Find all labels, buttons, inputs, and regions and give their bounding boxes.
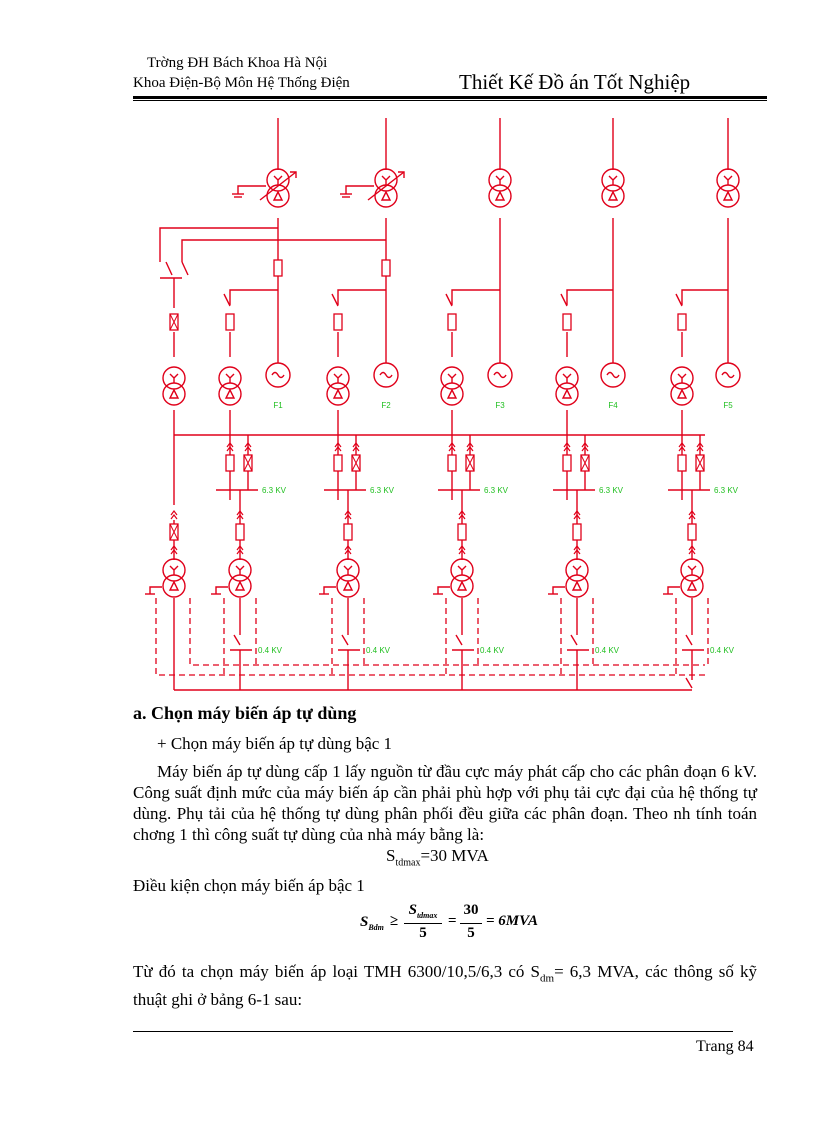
breaker-icon	[448, 455, 456, 471]
footer-rule	[133, 1031, 733, 1032]
main-transformer-icon	[602, 169, 624, 207]
bus-6kv-label: 6.3 KV	[484, 486, 509, 495]
generator-icon	[374, 363, 398, 387]
header-school: Trờng ĐH Bách Khoa Hà Nội	[147, 55, 328, 71]
main-transformer-icon	[375, 169, 397, 207]
paragraph-2: Từ đó ta chọn máy biến áp loại TMH 6300/10,5/6,3 có $S_{dm}= 6,3$ MVA, các thông số kỹ thuật ghi ở bảng 6-1 sau:	[133, 962, 757, 1010]
generator-icon	[488, 363, 512, 387]
breaker-icon	[382, 260, 390, 276]
aux-transformer-icon	[556, 367, 578, 405]
arrow-icon	[171, 511, 177, 519]
generator-label: F1	[273, 401, 283, 410]
main-transformer-icon	[717, 169, 739, 207]
bus-6kv-label: 6.3 KV	[262, 486, 287, 495]
bus-04kv-label: 0.4 KV	[595, 646, 620, 655]
page-number: Trang 84	[696, 1038, 754, 1055]
generator-label: F5	[723, 401, 733, 410]
formula-condition: $S_{Bdm}$ ≥ $S_{tdmax}$ 5 = 30 5 = 6MVA	[360, 902, 539, 941]
lv-transformer-icon	[681, 559, 703, 597]
reserve-dashed-lines	[156, 598, 708, 675]
generator-label: F3	[495, 401, 505, 410]
lv-transformer-icon	[163, 559, 185, 597]
breaker-icon	[678, 455, 686, 471]
breaker-icon	[274, 260, 282, 276]
breaker-icon	[458, 524, 466, 540]
aux-transformer-icon	[327, 367, 349, 405]
condition-text: Điều kiện chọn máy biến áp bậc 1	[133, 876, 365, 895]
bus-04kv-label: 0.4 KV	[480, 646, 505, 655]
bus-6kv-label: 6.3 KV	[370, 486, 395, 495]
reactor-breaker-icon	[581, 455, 589, 471]
breaker-icon	[563, 455, 571, 471]
auxiliary-power-diagram	[130, 110, 780, 700]
aux-transformer-icon	[671, 367, 693, 405]
breaker-icon	[678, 314, 686, 330]
breaker-icon	[226, 314, 234, 330]
reactor-breaker-icon	[170, 524, 178, 540]
breaker-icon	[344, 524, 352, 540]
aux-transformer-icon	[219, 367, 241, 405]
breaker-icon	[448, 314, 456, 330]
lv-transformer-icon	[229, 559, 251, 597]
bus-04kv-label: 0.4 KV	[258, 646, 283, 655]
breaker-icon	[226, 455, 234, 471]
breaker-icon	[334, 314, 342, 330]
section-title: a. Chọn máy biến áp tự dùng	[133, 703, 357, 723]
reactor-breaker-icon	[466, 455, 474, 471]
main-transformer-icon	[267, 169, 289, 207]
section-subtitle: + Chọn máy biến áp tự dùng bậc 1	[157, 734, 393, 753]
reactor-breaker-icon	[352, 455, 360, 471]
breaker-icon	[688, 524, 696, 540]
aux-transformer-icon	[441, 367, 463, 405]
formula-tdmax: $S_{tdmax}=30$ MVA	[386, 846, 489, 869]
header-doc-title: Thiết Kế Đồ án Tốt Nghiệp	[459, 70, 691, 94]
bus-6kv-label: 6.3 KV	[714, 486, 739, 495]
bus-04kv-label: 0.4 KV	[366, 646, 391, 655]
reactor-breaker-icon	[696, 455, 704, 471]
lv-transformer-icon	[451, 559, 473, 597]
header-faculty: Khoa Điện-Bộ Môn Hệ Thống Điện	[133, 75, 350, 91]
generator-label: F2	[381, 401, 391, 410]
reactor-breaker-icon	[244, 455, 252, 471]
paragraph-1: Máy biến áp tự dùng cấp 1 lấy nguồn từ đầu cực máy phát cấp cho các phân đoạn 6 kV. Công suất định mức của máy biến áp cần phải phù hợp với phụ tải cực đại của hệ thống tự dùng. Phụ tải của hệ thống tự dùng phân phối đều giữa các phân đoạn. Theo nh tính toán chơng 1 thì công suất tự dùng của nhà máy bằng là:	[133, 762, 757, 844]
bus-04kv-label: 0.4 KV	[710, 646, 735, 655]
breaker-icon	[236, 524, 244, 540]
generator-icon	[716, 363, 740, 387]
header-rule-thin	[133, 100, 767, 101]
breaker-icon	[573, 524, 581, 540]
breaker-icon	[563, 314, 571, 330]
header-rule-thick	[133, 96, 767, 99]
diagram-lines	[145, 118, 728, 690]
reactor-breaker-icon	[170, 314, 178, 330]
main-transformer-icon	[489, 169, 511, 207]
breaker-icon	[334, 455, 342, 471]
aux-transformer-icon	[163, 367, 185, 405]
bus-6kv-label: 6.3 KV	[599, 486, 624, 495]
generator-label: F4	[608, 401, 618, 410]
generator-icon	[601, 363, 625, 387]
lv-transformer-icon	[566, 559, 588, 597]
lv-transformer-icon	[337, 559, 359, 597]
generator-icon	[266, 363, 290, 387]
